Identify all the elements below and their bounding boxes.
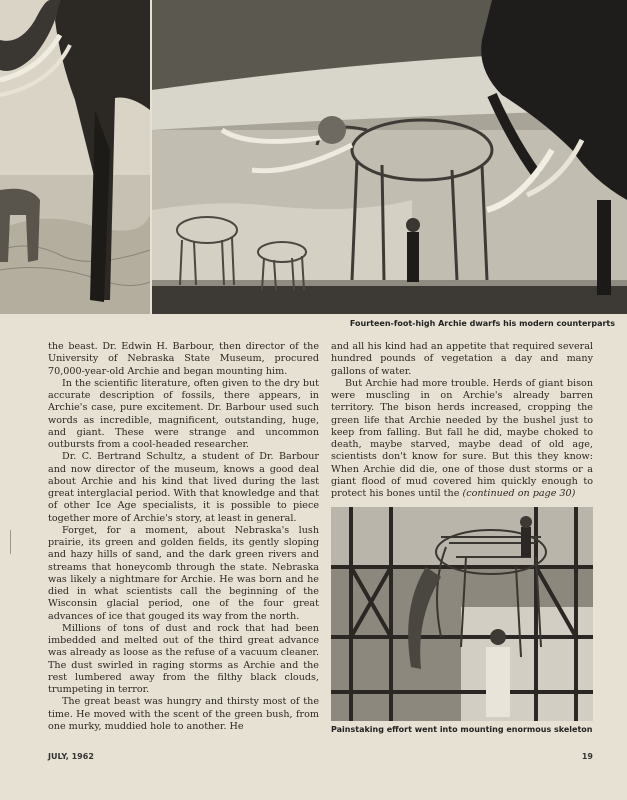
page-number: 19 [581,752,593,761]
paragraph: In the scientific literature, often given to the dry but accurate description of fossils, there appears, in Archie's case, pure excitement. Dr. Barbour used such words as incredible, magnificent, outstanding, huge, and giant. These were strange and uncommon outbursts from a cool-headed researcher. [48,377,319,450]
bottom-photo-caption: Painstaking effort went into mounting enormous skeleton [331,725,593,734]
paragraph: Millions of tons of dust and rock that had been imbedded and melted out of the third great advance was already as loose as the refuse of a vacuum cleaner. The dust swirled in raging storms as Archie and the rest lumbered away from the filthy black clouds, trumpeting in terror. [48,622,319,695]
paragraph: The great beast was hungry and thirsty most of the time. He moved with the scent of the green bush, from one murky, muddied hole to another. He [48,696,319,732]
paragraph-text: But Archie had more trouble. Herds of giant bison were muscling in on Archie's already barren territory. The bison herds increased, cropping the green life that Archie needed by the bushel just to keep from falling. But fall he did, maybe choked to death, maybe starved, maybe dead of old age, scientists don't know for sure. But this they know: When Archie did die, one of those dust storms or a giant flood of mud covered him quickly enough to protect his bones until the [331,377,593,499]
top-photo-caption: Fourteen-foot-high Archie dwarfs his modern counterparts [349,319,615,328]
mammoth-illustration [0,0,150,314]
article-column-left [48,341,319,733]
paragraph: and all his kind had an appetite that required several hundred pounds of vegetation a day and many gallons of water. [331,341,593,377]
footer-date: JULY, 1962 [48,752,94,761]
paragraph: Forget, for a moment, about Nebraska's lush prairie, its green and golden fields, its gently sloping and hazy hills of sand, and the dark green rivers and streams that honeycomb through the state. Nebraska was likely a nightmare for Archie. He was born and he died in what scientists call the beginning of the Wisconsin glacial period, one of the four great advances of ice that gouged its way from the north. [48,524,319,622]
paragraph [331,378,593,501]
continued-note: (continued on page 30) [462,488,576,499]
paragraph: the beast. Dr. Edwin H. Barbour, then director of the University of Nebraska State Museum, procured 70,000-year-old Archie and began mounting him. [48,341,319,377]
article-column-right [331,341,593,500]
museum-hall-photo [152,0,627,314]
skeleton-mounting-photo [331,507,593,721]
paragraph: Dr. C. Bertrand Schultz, a student of Dr. Barbour and now director of the museum, knows a good deal about Archie and his kind that lived during the last great interglacial period. With that knowledge and that of other Ice Age specialists, it is possible to piece together more of Archie's story, at least in general. [48,451,319,524]
margin-mark [0,530,11,554]
